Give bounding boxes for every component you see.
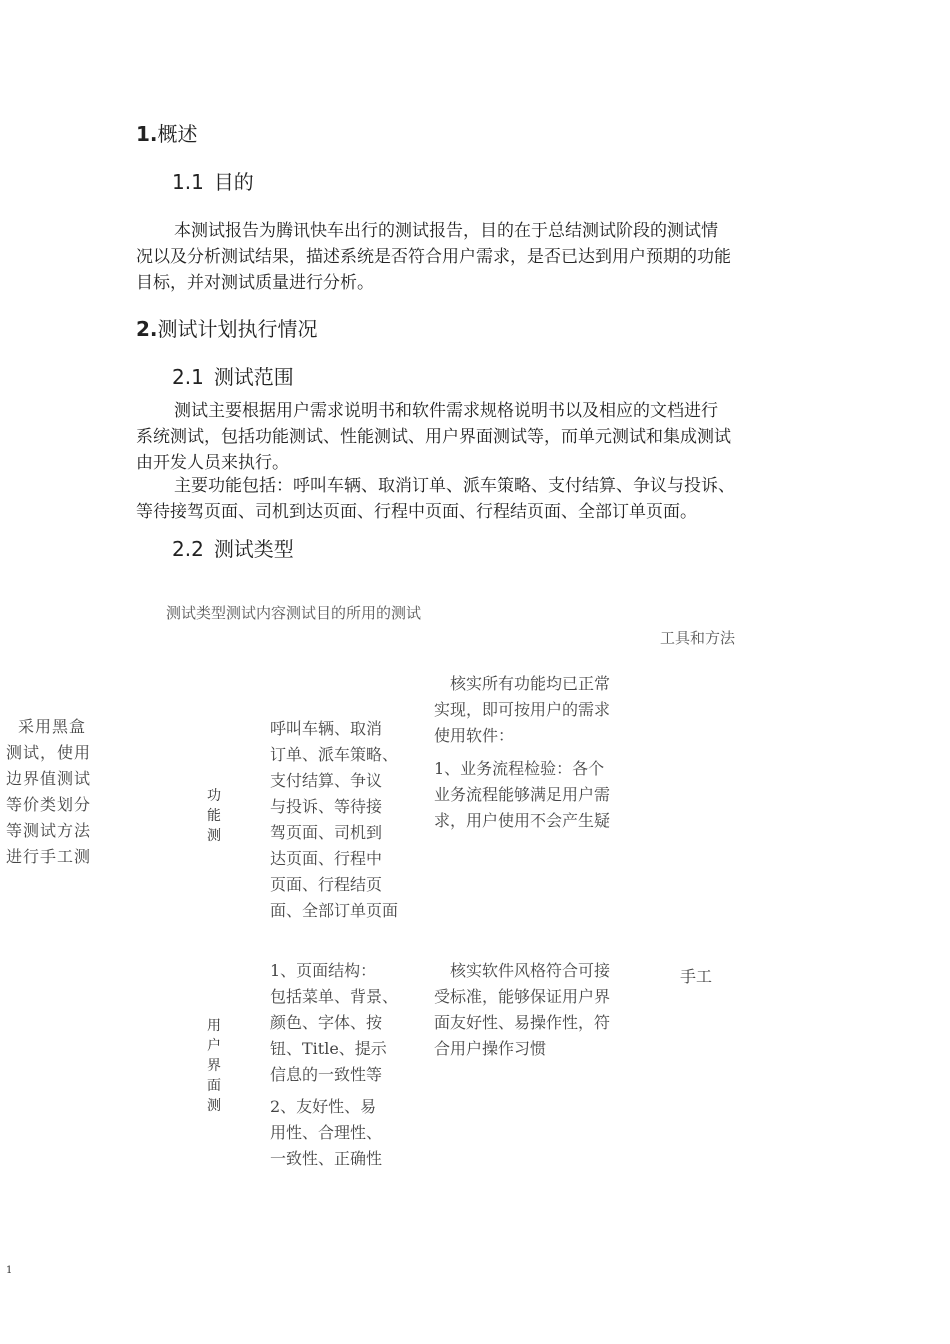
section-2-heading: 2.测试计划执行情况 — [136, 317, 318, 341]
table-header-row1: 测试类型测试内容测试目的所用的测试 — [166, 604, 422, 622]
page-number: 1 — [6, 1265, 13, 1276]
row2-test-type: 用 户 界 面 测 — [207, 1018, 221, 1114]
section-1-heading: 1.概述 — [136, 122, 198, 146]
section-1-1-heading: 1.1 目的 — [172, 170, 254, 194]
row2-test-purpose: 核实软件风格符合可接 受标准，能够保证用户界 面友好性、易操作性，符 合用户操作习惯 — [434, 961, 611, 1058]
row2-test-tool: 手工 — [680, 967, 713, 986]
row2-test-content: 1、页面结构： 包括菜单、背景、 颜色、字体、按 钮、Title、提示 信息的一致性等 2、友好性、易 用性、合理性、 一致性、正确性 — [270, 961, 399, 1168]
section-2-1-heading: 2.1 测试范围 — [172, 365, 294, 389]
purpose-paragraph: 本测试报告为腾讯快车出行的测试报告，目的在于总结测试阶段的测试情 况以及分析测试结果，描述系统是否符合用户需求，是否已达到用户预期的功能 目标，并对测试质量进行分析。 — [136, 221, 731, 293]
row1-test-content: 呼叫车辆、取消 订单、派车策略、 支付结算、争议 与投诉、等待接 驾页面、司机到 达页面、行程中 页面、行程结页 面、全部订单页面 — [270, 719, 399, 920]
test-method-cell: 采用黑盒 测试，使用 边界值测试 等价类划分 等测试方法 进行手工测 — [6, 717, 92, 866]
row1-test-type: 功 能 测 — [207, 788, 221, 844]
scope-paragraph: 测试主要根据用户需求说明书和软件需求规格说明书以及相应的文档进行 系统测试，包括功能测试、性能测试、用户界面测试等，而单元测试和集成测试 由开发人员来执行。 — [136, 401, 731, 473]
section-2-2-heading: 2.2 测试类型 — [172, 537, 294, 561]
row1-test-purpose: 核实所有功能均已正常 实现，即可按用户的需求 使用软件： 1、业务流程检验：各个 业务流程能够满足用户需 求，用户使用不会产生疑 — [434, 674, 611, 830]
table-header-row2: 工具和方法 — [660, 629, 736, 647]
functions-paragraph: 主要功能包括：呼叫车辆、取消订单、派车策略、支付结算、争议与投诉、 等待接驾页面、司机到达页面、行程中页面、行程结页面、全部订单页面。 — [136, 476, 735, 522]
